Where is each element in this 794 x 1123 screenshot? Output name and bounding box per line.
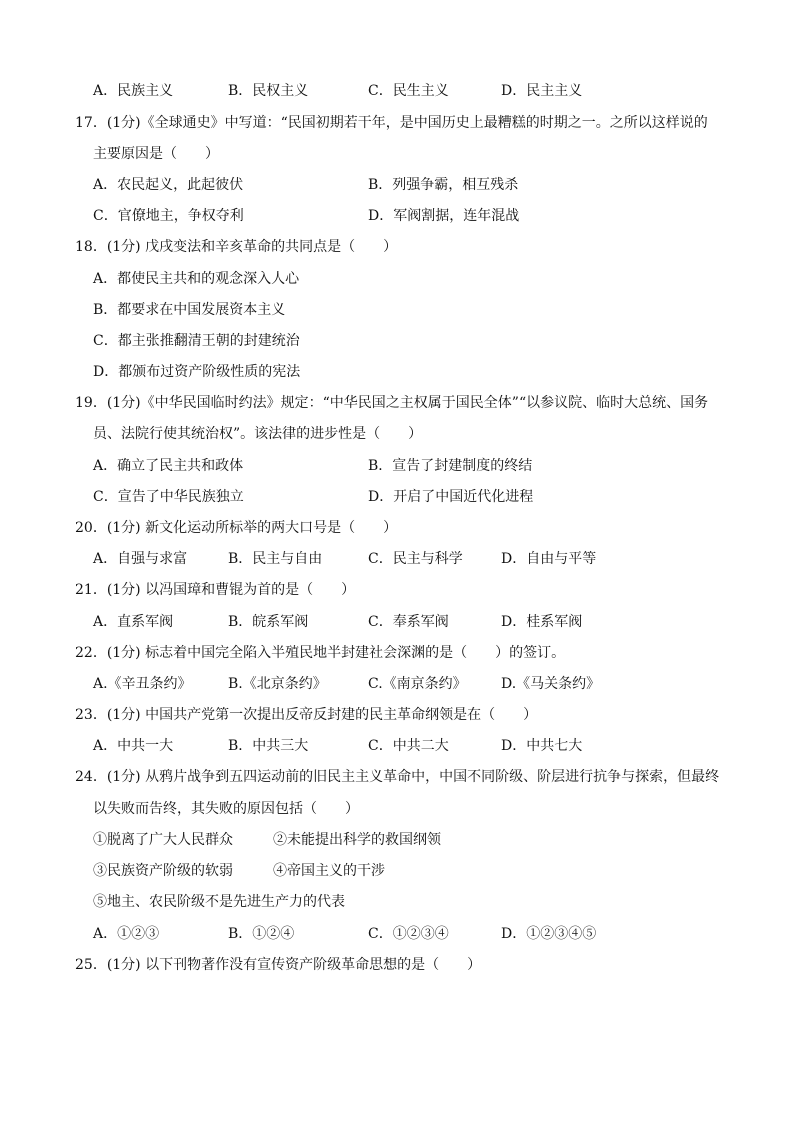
q21-option-d: D．桂系军阀 [501, 614, 583, 630]
q23-option-d: D．中共七大 [501, 738, 583, 754]
q17-option-a: A．农民起义，此起彼伏 [93, 177, 244, 193]
q24-statement-2: ②未能提出科学的救国纲领 [273, 832, 441, 848]
q17-option-d: D．军阀割据，连年混战 [368, 208, 520, 224]
q16-option-a: A．民族主义 [93, 83, 174, 99]
q19-stem-line2: 员、法院行使其统治权”。该法律的进步性是（ ） [93, 426, 423, 442]
q17-option-c: C．官僚地主，争权夺利 [93, 208, 244, 224]
q25-stem: 25．(1分) 以下刊物著作没有宣传资产阶级革命思想的是（ ） [75, 957, 482, 973]
q23-option-a: A．中共一大 [93, 738, 174, 754]
q24-option-c: C．①②③④ [368, 926, 449, 942]
q20-option-b: B．民主与自由 [228, 551, 323, 567]
q19-stem-line1: 19．(1分)《中华民国临时约法》规定：“中华民国之主权属于国民全体”“以参议院、临时大总统、国务 [75, 395, 709, 411]
q24-statement-5: ⑤地主、农民阶级不是先进生产力的代表 [93, 894, 345, 910]
q20-option-a: A．自强与求富 [93, 551, 188, 567]
q24-option-a: A．①②③ [93, 926, 160, 942]
q18-option-b: B．都要求在中国发展资本主义 [93, 302, 286, 318]
q24-statement-1: ①脱离了广大人民群众 [93, 832, 233, 848]
q24-stem-line1: 24．(1分) 从鸦片战争到五四运动前的旧民主主义革命中，中国不同阶级、阶层进行抗争与探索，但最终 [75, 769, 720, 785]
q20-option-c: C．民主与科学 [368, 551, 463, 567]
q21-option-b: B．皖系军阀 [228, 614, 309, 630]
q16-option-b: B．民权主义 [228, 83, 309, 99]
q16-option-c: C．民生主义 [368, 83, 449, 99]
q19-option-a: A．确立了民主共和政体 [93, 458, 244, 474]
q23-stem: 23．(1分) 中国共产党第一次提出反帝反封建的民主革命纲领是在（ ） [75, 707, 538, 723]
q24-option-d: D．①②③④⑤ [501, 926, 597, 942]
q22-option-a: A.《辛丑条约》 [93, 676, 192, 692]
q24-stem-line2: 以失败而告终，其失败的原因包括（ ） [93, 801, 359, 817]
q17-stem-line2: 主要原因是（ ） [93, 146, 219, 162]
q19-option-d: D．开启了中国近代化进程 [368, 489, 534, 505]
q19-option-c: C．宣告了中华民族独立 [93, 489, 244, 505]
q22-option-b: B.《北京条约》 [228, 676, 327, 692]
q18-option-c: C．都主张推翻清王朝的封建统治 [93, 333, 300, 349]
q18-option-d: D．都颁布过资产阶级性质的宪法 [93, 364, 301, 380]
q23-option-c: C．中共二大 [368, 738, 449, 754]
q18-stem: 18．(1分) 戊戌变法和辛亥革命的共同点是（ ） [75, 239, 398, 255]
q16-option-d: D．民主主义 [501, 83, 583, 99]
q17-stem-line1: 17．(1分)《全球通史》中写道：“民国初期若干年，是中国历史上最糟糕的时期之一。之所以这样说的 [75, 115, 708, 131]
q24-statement-4: ④帝国主义的干涉 [273, 863, 385, 879]
q18-option-a: A．都使民主共和的观念深入人心 [93, 271, 300, 287]
q17-option-b: B．列强争霸，相互残杀 [368, 177, 519, 193]
q22-stem: 22．(1分) 标志着中国完全陷入半殖民地半封建社会深渊的是（ ）的签订。 [75, 645, 566, 661]
q24-statement-3: ③民族资产阶级的软弱 [93, 863, 233, 879]
q23-option-b: B．中共三大 [228, 738, 309, 754]
q20-option-d: D．自由与平等 [501, 551, 597, 567]
q22-option-d: D.《马关条约》 [501, 676, 601, 692]
q21-stem: 21．(1分) 以冯国璋和曹锟为首的是（ ） [75, 582, 356, 598]
q24-option-b: B．①②④ [228, 926, 295, 942]
q21-option-c: C．奉系军阀 [368, 614, 449, 630]
q21-option-a: A．直系军阀 [93, 614, 174, 630]
q19-option-b: B．宣告了封建制度的终结 [368, 458, 533, 474]
q20-stem: 20．(1分) 新文化运动所标举的两大口号是（ ） [75, 520, 398, 536]
q22-option-c: C.《南京条约》 [368, 676, 467, 692]
